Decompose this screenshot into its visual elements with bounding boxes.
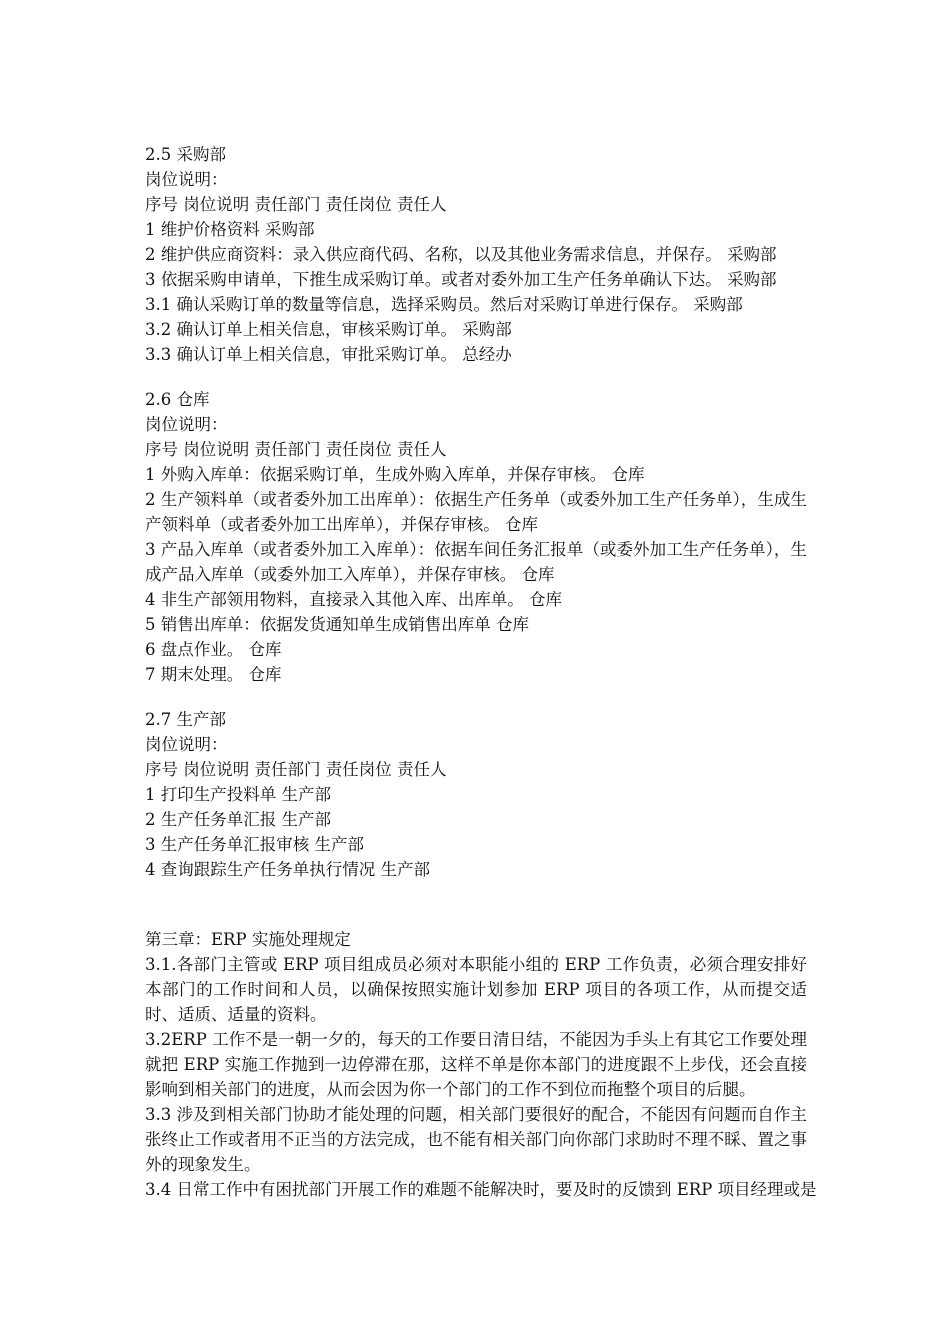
duty-item: 2 生产任务单汇报 生产部 [145,810,331,829]
table-header: 序号 岗位说明 责任部门 责任岗位 责任人 [145,760,447,779]
section-warehouse [145,387,807,687]
spacer [145,882,807,927]
spacer [145,367,807,387]
section-subtitle: 岗位说明： [145,170,228,189]
table-header: 序号 岗位说明 责任部门 责任岗位 责任人 [145,195,447,214]
section-purchasing [145,142,807,367]
duty-item: 6 盘点作业。 仓库 [145,640,282,659]
duty-item: 1 打印生产投料单 生产部 [145,785,331,804]
chapter-paragraph: 3.3 涉及到相关部门协助才能处理的问题，相关部门要很好的配合，不能因有问题而自作主张终止工作或者用不正当的方法完成，也不能有相关部门向你部门求助时不理不睬、置之事外的现象发生。 [145,1105,807,1174]
section-subtitle: 岗位说明： [145,735,228,754]
chapter-paragraph: 3.1.各部门主管或 ERP 项目组成员必须对本职能小组的 ERP 工作负责，必须合理安排好本部门的工作时间和人员，以确保按照实施计划参加 ERP 项目的各项工作，从而提交适时、适质、适量的资料。 [145,955,807,1024]
table-header: 序号 岗位说明 责任部门 责任岗位 责任人 [145,440,447,459]
section-title: 2.6 仓库 [145,390,210,409]
duty-item: 1 维护价格资料 采购部 [145,220,315,239]
section-production [145,707,807,882]
duty-item: 3.2 确认订单上相关信息，审核采购订单。 采购部 [145,320,512,339]
chapter-paragraph: 3.4 日常工作中有困扰部门开展工作的难题不能解决时，要及时的反馈到 ERP 项目经理或是 [145,1180,817,1199]
chapter-paragraph: 3.2ERP 工作不是一朝一夕的，每天的工作要日清日结，不能因为手头上有其它工作要处理就把 ERP 实施工作抛到一边停滞在那，这样不单是你本部门的进度跟不上步伐，还会直接影响到相关部门的进度，从而会因为你一个部门的工作不到位而拖整个项目的后腿。 [145,1030,807,1099]
duty-item: 4 查询跟踪生产任务单执行情况 生产部 [145,860,430,879]
duty-item: 3 依据采购申请单，下推生成采购订单。或者对委外加工生产任务单确认下达。 采购部 [145,270,777,289]
duty-item: 5 销售出库单：依据发货通知单生成销售出库单 仓库 [145,615,529,634]
document-body [145,142,817,1202]
chapter-title: 第三章：ERP 实施处理规定 [145,930,351,949]
duty-item: 2 维护供应商资料：录入供应商代码、名称，以及其他业务需求信息，并保存。 采购部 [145,245,777,264]
section-title: 2.5 采购部 [145,145,226,164]
chapter-three [145,927,817,1202]
duty-item: 1 外购入库单：依据采购订单，生成外购入库单，并保存审核。 仓库 [145,465,645,484]
section-title: 2.7 生产部 [145,710,226,729]
duty-item: 7 期末处理。 仓库 [145,665,282,684]
duty-item: 3 产品入库单（或者委外加工入库单）：依据车间任务汇报单（或委外加工生产任务单），生成产品入库单（或委外加工入库单），并保存审核。 仓库 [145,540,807,584]
duty-item: 3 生产任务单汇报审核 生产部 [145,835,364,854]
duty-item: 2 生产领料单（或者委外加工出库单）：依据生产任务单（或委外加工生产任务单），生成生产领料单（或者委外加工出库单），并保存审核。 仓库 [145,490,807,534]
section-subtitle: 岗位说明： [145,415,228,434]
spacer [145,687,807,707]
duty-item: 4 非生产部领用物料，直接录入其他入库、出库单。 仓库 [145,590,562,609]
duty-item: 3.3 确认订单上相关信息，审批采购订单。 总经办 [145,345,512,364]
duty-item: 3.1 确认采购订单的数量等信息，选择采购员。然后对采购订单进行保存。 采购部 [145,295,743,314]
